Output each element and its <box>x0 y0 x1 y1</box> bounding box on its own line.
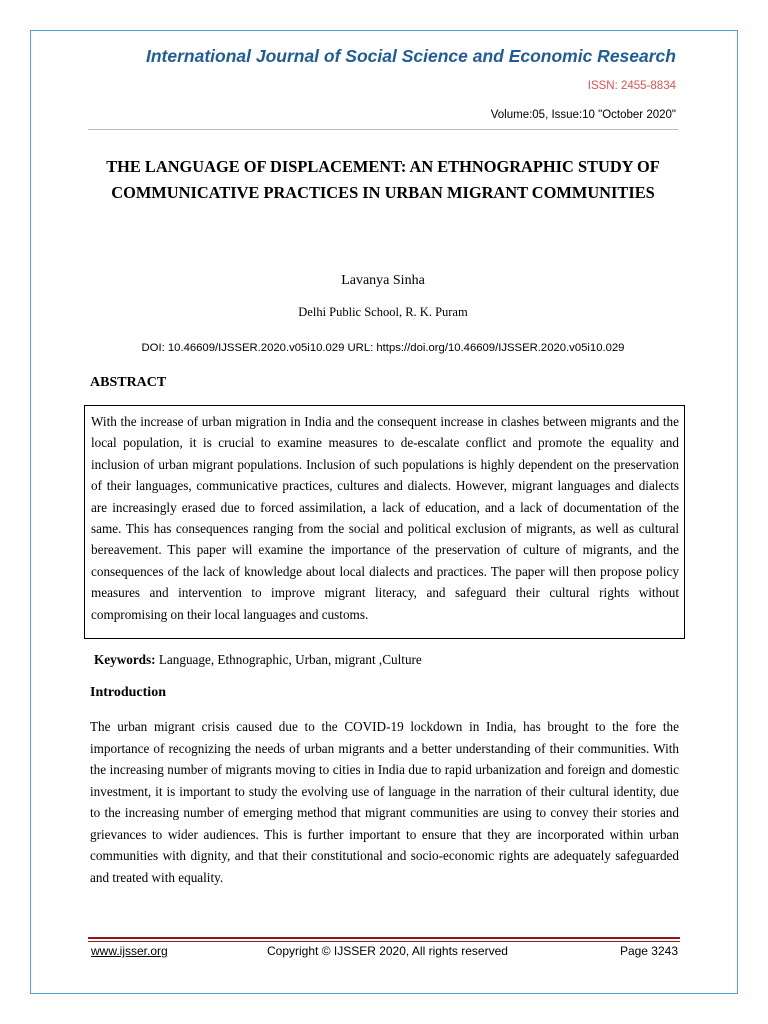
abstract-box <box>84 405 685 639</box>
doi-line: DOI: 10.46609/IJSSER.2020.v05i10.029 URL: https://doi.org/10.46609/IJSSER.2020.v05i10.029 <box>141 342 625 354</box>
journal-title: International Journal of Social Science and Economic Research <box>145 46 676 66</box>
volume-issue: Volume:05, Issue:10 "October 2020" <box>490 109 676 121</box>
keywords-label: Keywords: <box>94 652 156 667</box>
paper-title: THE LANGUAGE OF DISPLACEMENT: AN ETHNOGRAPHIC STUDY OF COMMUNICATIVE PRACTICES IN URBAN MIGRANT COMMUNITIES <box>106 157 660 202</box>
keywords <box>94 652 422 668</box>
introduction-heading: Introduction <box>90 685 166 700</box>
footer-copyright: Copyright © IJSSER 2020, All rights reserved <box>267 944 508 958</box>
abstract-heading: ABSTRACT <box>90 375 167 390</box>
footer-rule-thin <box>88 941 680 942</box>
footer-rule-thick <box>88 937 680 939</box>
footer-page-number: Page 3243 <box>619 944 678 958</box>
introduction-text: The urban migrant crisis caused due to the COVID-19 lockdown in India, has brought to the fore the importance of recognizing the needs of urban migrants and a better understanding of their communities. With the increasing number of migrants moving to cities in India due to rapid urbanization and foreign and domestic investment, it is important to study the evolving use of language in the narration of their cultural identity, due to the increasing number of emerging method that migrant communities are using to convey their stories and grievances to wider audiences. This is further important to ensure that they are incorporated within urban communities with dignity, and that their constitutional and socio-economic rights are adequately safeguarded and treated with equality. <box>90 719 679 885</box>
issn: ISSN: 2455-8834 <box>587 80 676 92</box>
footer-website-link[interactable]: www.ijsser.org <box>91 944 168 958</box>
keywords-value: Language, Ethnographic, Urban, migrant ,Culture <box>155 652 422 667</box>
author-name: Lavanya Sinha <box>341 273 425 288</box>
header-divider <box>88 129 678 130</box>
abstract-text: With the increase of urban migration in India and the consequent increase in clashes between migrants and the local population, it is crucial to examine measures to de-escalate conflict and promote the equality and inclusion of urban migrant populations. Inclusion of such populations is highly dependent on the preservation of their languages, communicative practices, cultures and dialects. However, migrant languages and dialects are increasingly erased due to forced assimilation, a lack of education, and a lack of documentation of the same. This has consequences ranging from the social and political exclusion of migrants, as well as cultural bereavement. This paper will examine the importance of the preservation of culture of migrants, and the consequences of the lack of knowledge about local dialects and practices. The paper will then propose policy measures and intervention to improve migrant literacy, and safeguard their cultural rights without compromising on their local languages and customs. <box>91 414 679 622</box>
author-affiliation: Delhi Public School, R. K. Puram <box>298 305 468 319</box>
